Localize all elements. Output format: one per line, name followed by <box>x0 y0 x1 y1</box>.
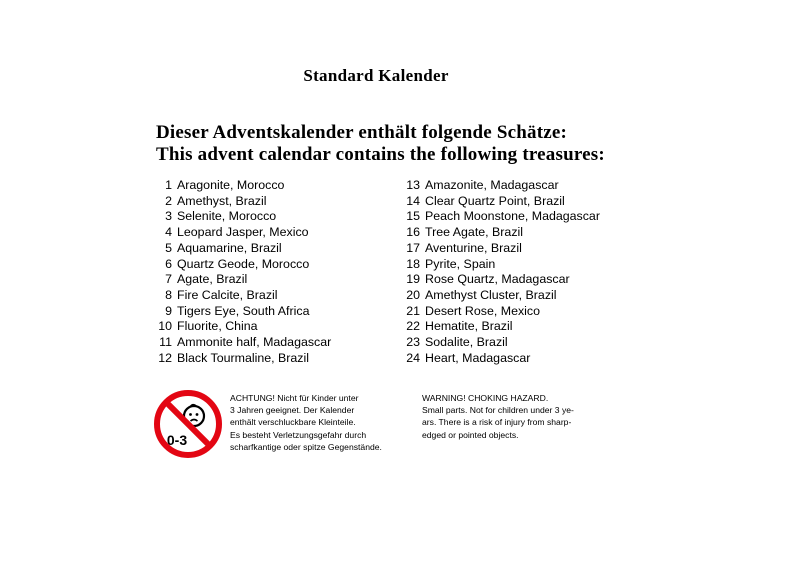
treasure-list-right <box>398 178 600 366</box>
item-number: 10 <box>158 319 172 334</box>
list-item <box>150 288 331 304</box>
list-item <box>398 335 600 351</box>
warning-line: edged or pointed objects. <box>422 429 519 440</box>
item-number: 9 <box>165 303 172 318</box>
item-label: Leopard Jasper, Mexico <box>177 225 309 240</box>
item-label: Black Tourmaline, Brazil <box>177 350 309 365</box>
warning-line: Es besteht Verletzungsgefahr durch <box>230 429 367 440</box>
warning-line: 3 Jahren geeignet. Der Kalender <box>230 405 355 416</box>
item-number: 6 <box>165 256 172 271</box>
item-number: 21 <box>406 303 420 318</box>
warning-text-english <box>422 392 574 441</box>
item-label: Clear Quartz Point, Brazil <box>425 193 565 208</box>
item-label: Peach Moonstone, Madagascar <box>425 209 600 224</box>
item-number: 20 <box>406 287 420 302</box>
item-label: Agate, Brazil <box>177 272 248 287</box>
list-item <box>150 225 331 241</box>
list-item <box>398 351 600 367</box>
page-title: Standard Kalender <box>303 66 449 85</box>
item-label: Desert Rose, Mexico <box>425 303 540 318</box>
item-label: Selenite, Morocco <box>177 209 277 224</box>
list-item <box>398 178 600 194</box>
list-item <box>398 272 600 288</box>
item-label: Quartz Geode, Morocco <box>177 256 310 271</box>
item-number: 4 <box>165 225 172 240</box>
item-label: Aragonite, Morocco <box>177 178 285 192</box>
list-item <box>398 304 600 320</box>
item-number: 8 <box>165 287 172 302</box>
warning-line: ACHTUNG! Nicht für Kinder unter <box>230 393 359 403</box>
item-label: Aquamarine, Brazil <box>177 240 282 255</box>
item-number: 5 <box>165 240 172 255</box>
warning-text-german <box>230 392 382 453</box>
item-number: 17 <box>406 240 420 255</box>
item-number: 2 <box>165 193 172 208</box>
item-number: 19 <box>406 272 420 287</box>
item-label: Fluorite, China <box>177 319 258 334</box>
list-item <box>150 304 331 320</box>
item-number: 18 <box>406 256 420 271</box>
warning-line: WARNING! CHOKING HAZARD. <box>422 393 549 403</box>
warning-line: enthält verschluckbare Kleinteile. <box>230 417 356 428</box>
list-item <box>398 288 600 304</box>
item-number: 7 <box>165 272 172 287</box>
item-label: Pyrite, Spain <box>425 256 496 271</box>
list-item <box>150 257 331 273</box>
item-label: Sodalite, Brazil <box>425 335 508 350</box>
list-item <box>150 335 331 351</box>
item-number: 12 <box>158 350 172 365</box>
warning-line: scharfkantige oder spitze Gegenstände. <box>230 441 382 452</box>
heading-english: This advent calendar contains the following treasures: <box>156 144 605 165</box>
list-item <box>150 241 331 257</box>
list-item <box>150 209 331 225</box>
item-number: 16 <box>406 225 420 240</box>
item-number: 3 <box>165 209 172 224</box>
list-item <box>150 351 331 367</box>
item-label: Rose Quartz, Madagascar <box>425 272 570 287</box>
list-item <box>398 194 600 210</box>
item-number: 11 <box>159 335 172 350</box>
heading-german: Dieser Adventskalender enthält folgende Schätze: <box>156 122 568 143</box>
item-number: 23 <box>406 335 420 350</box>
list-item <box>150 194 331 210</box>
item-label: Aventurine, Brazil <box>425 240 522 255</box>
list-item <box>150 272 331 288</box>
list-item <box>398 225 600 241</box>
item-number: 1 <box>165 178 172 192</box>
treasure-list-left <box>150 178 331 366</box>
item-label: Heart, Madagascar <box>425 350 531 365</box>
item-number: 13 <box>406 178 420 192</box>
item-label: Amethyst Cluster, Brazil <box>425 287 557 302</box>
warning-line: Small parts. Not for children under 3 ye- <box>422 405 574 416</box>
item-label: Amethyst, Brazil <box>177 193 267 208</box>
item-label: Ammonite half, Madagascar <box>177 335 332 350</box>
list-item <box>398 209 600 225</box>
list-item <box>398 319 600 335</box>
item-number: 15 <box>406 209 420 224</box>
item-label: Tigers Eye, South Africa <box>177 303 310 318</box>
list-item <box>150 178 331 194</box>
list-item <box>150 319 331 335</box>
list-item <box>398 257 600 273</box>
item-label: Amazonite, Madagascar <box>425 178 559 192</box>
item-number: 22 <box>406 319 420 334</box>
no-children-0-3-icon <box>152 388 224 460</box>
item-label: Tree Agate, Brazil <box>425 225 524 240</box>
item-label: Hematite, Brazil <box>425 319 513 334</box>
item-number: 14 <box>406 193 420 208</box>
item-label: Fire Calcite, Brazil <box>177 287 278 302</box>
list-item <box>398 241 600 257</box>
warning-line: ars. There is a risk of injury from sharp- <box>422 417 572 428</box>
age-range-label: 0-3 <box>166 432 188 448</box>
contents-heading <box>156 122 605 166</box>
item-number: 24 <box>406 350 420 365</box>
